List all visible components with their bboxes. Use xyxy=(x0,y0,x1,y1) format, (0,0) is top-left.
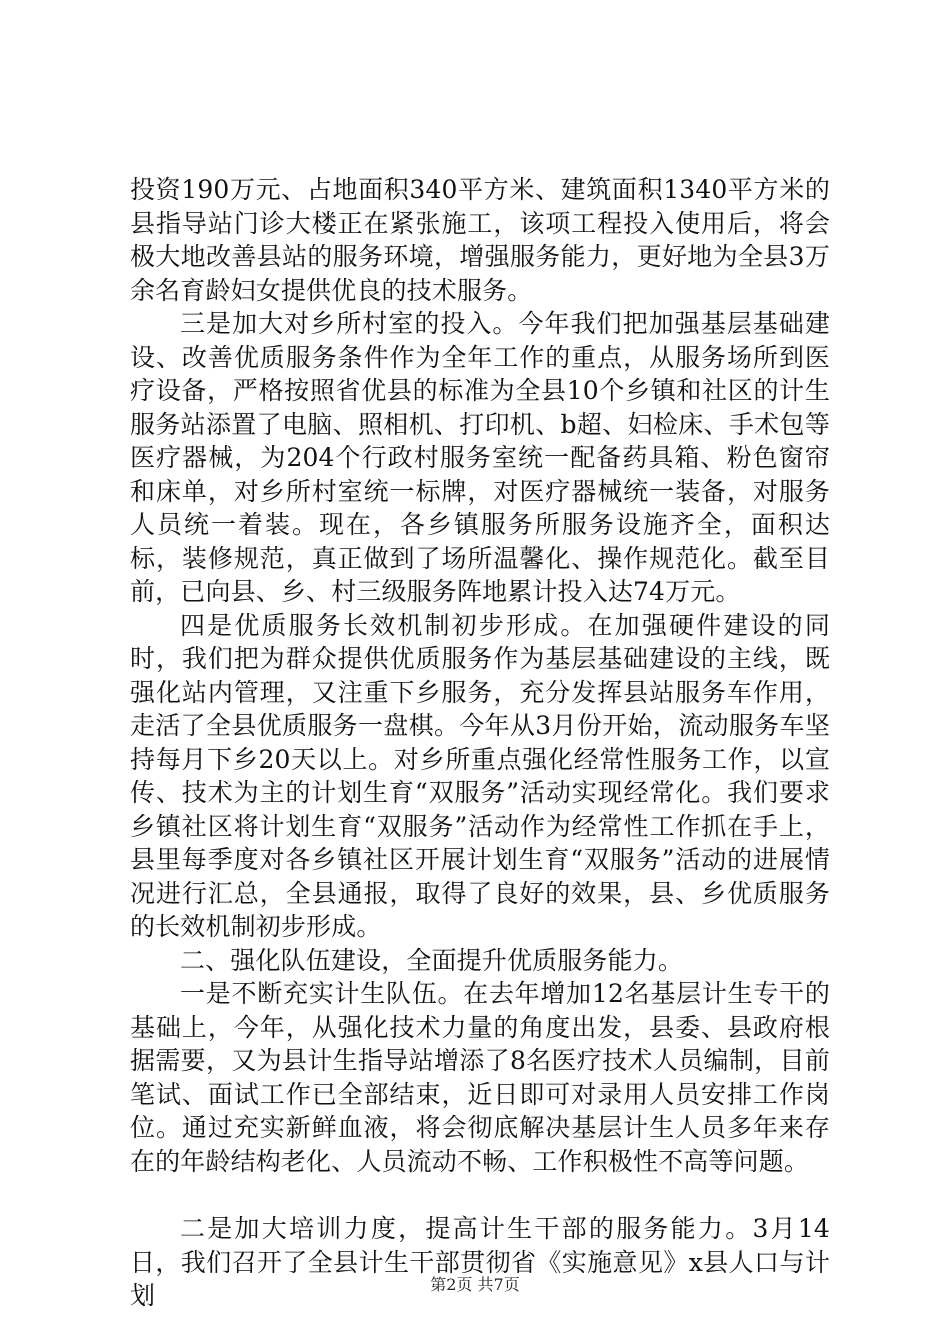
page-footer: 第2页 共7页 xyxy=(430,1275,520,1294)
paragraph-1: 投资190万元、占地面积340平方米、建筑面积1340平方米的县指导站门诊大楼正在紧张施工，该项工程投入使用后，将会极大地改善县站的服务环境，增强服务能力，更好地为全县3万余名育龄妇女提供优良的技术服务。 xyxy=(130,175,830,305)
paragraph-3: 四是优质服务长效机制初步形成。在加强硬件建设的同时，我们把为群众提供优质服务作为基层基础建设的主线，既强化站内管理，又注重下乡服务，充分发挥县站服务车作用，走活了全县优质服务一盘棋。今年从3月份开始，流动服务车坚持每月下乡20天以上。对乡所重点强化经常性服务工作，以宣传、技术为主的计划生育“双服务”活动实现经常化。我们要求乡镇社区将计划生育“双服务”活动作为经常性工作抓在手上，县里每季度对各乡镇社区开展计划生育“双服务”活动的进展情况进行汇总，全县通报，取得了良好的效果，县、乡优质服务的长效机制初步形成。 xyxy=(130,610,830,941)
paragraph-2: 三是加大对乡所村室的投入。今年我们把加强基层基础建设、改善优质服务条件作为全年工作的重点，从服务场所到医疗设备，严格按照省优县的标准为全县10个乡镇和社区的计生服务站添置了电脑、照相机、打印机、b超、妇检床、手术包等医疗器械，为204个行政村服务室统一配备药具箱、粉色窗帘和床单，对乡所村室统一标牌，对医疗器械统一装备，对服务人员统一着装。现在，各乡镇服务所服务设施齐全，面积达标，装修规范，真正做到了场所温馨化、操作规范化。截至目前，已向县、乡、村三级服务阵地累计投入达74万元。 xyxy=(130,309,830,606)
paragraph-5: 二是加大培训力度，提高计生干部的服务能力。3月14日，我们召开了全县计生干部贯彻省《实施意见》x县人口与计划 xyxy=(130,1214,830,1310)
document-body xyxy=(130,173,830,1313)
paragraph-4: 一是不断充实计生队伍。在去年增加12名基层计生专干的基础上，今年，从强化技术力量的角度出发，县委、县政府根据需要，又为县计生指导站增添了8名医疗技术人员编制，目前笔试、面试工作已全部结束，近日即可对录用人员安排工作岗位。通过充实新鲜血液，将会彻底解决基层计生人员多年来存在的年龄结构老化、人员流动不畅、工作积极性不高等问题。 xyxy=(130,979,830,1176)
section-heading: 二、强化队伍建设，全面提升优质服务能力。 xyxy=(180,945,684,975)
